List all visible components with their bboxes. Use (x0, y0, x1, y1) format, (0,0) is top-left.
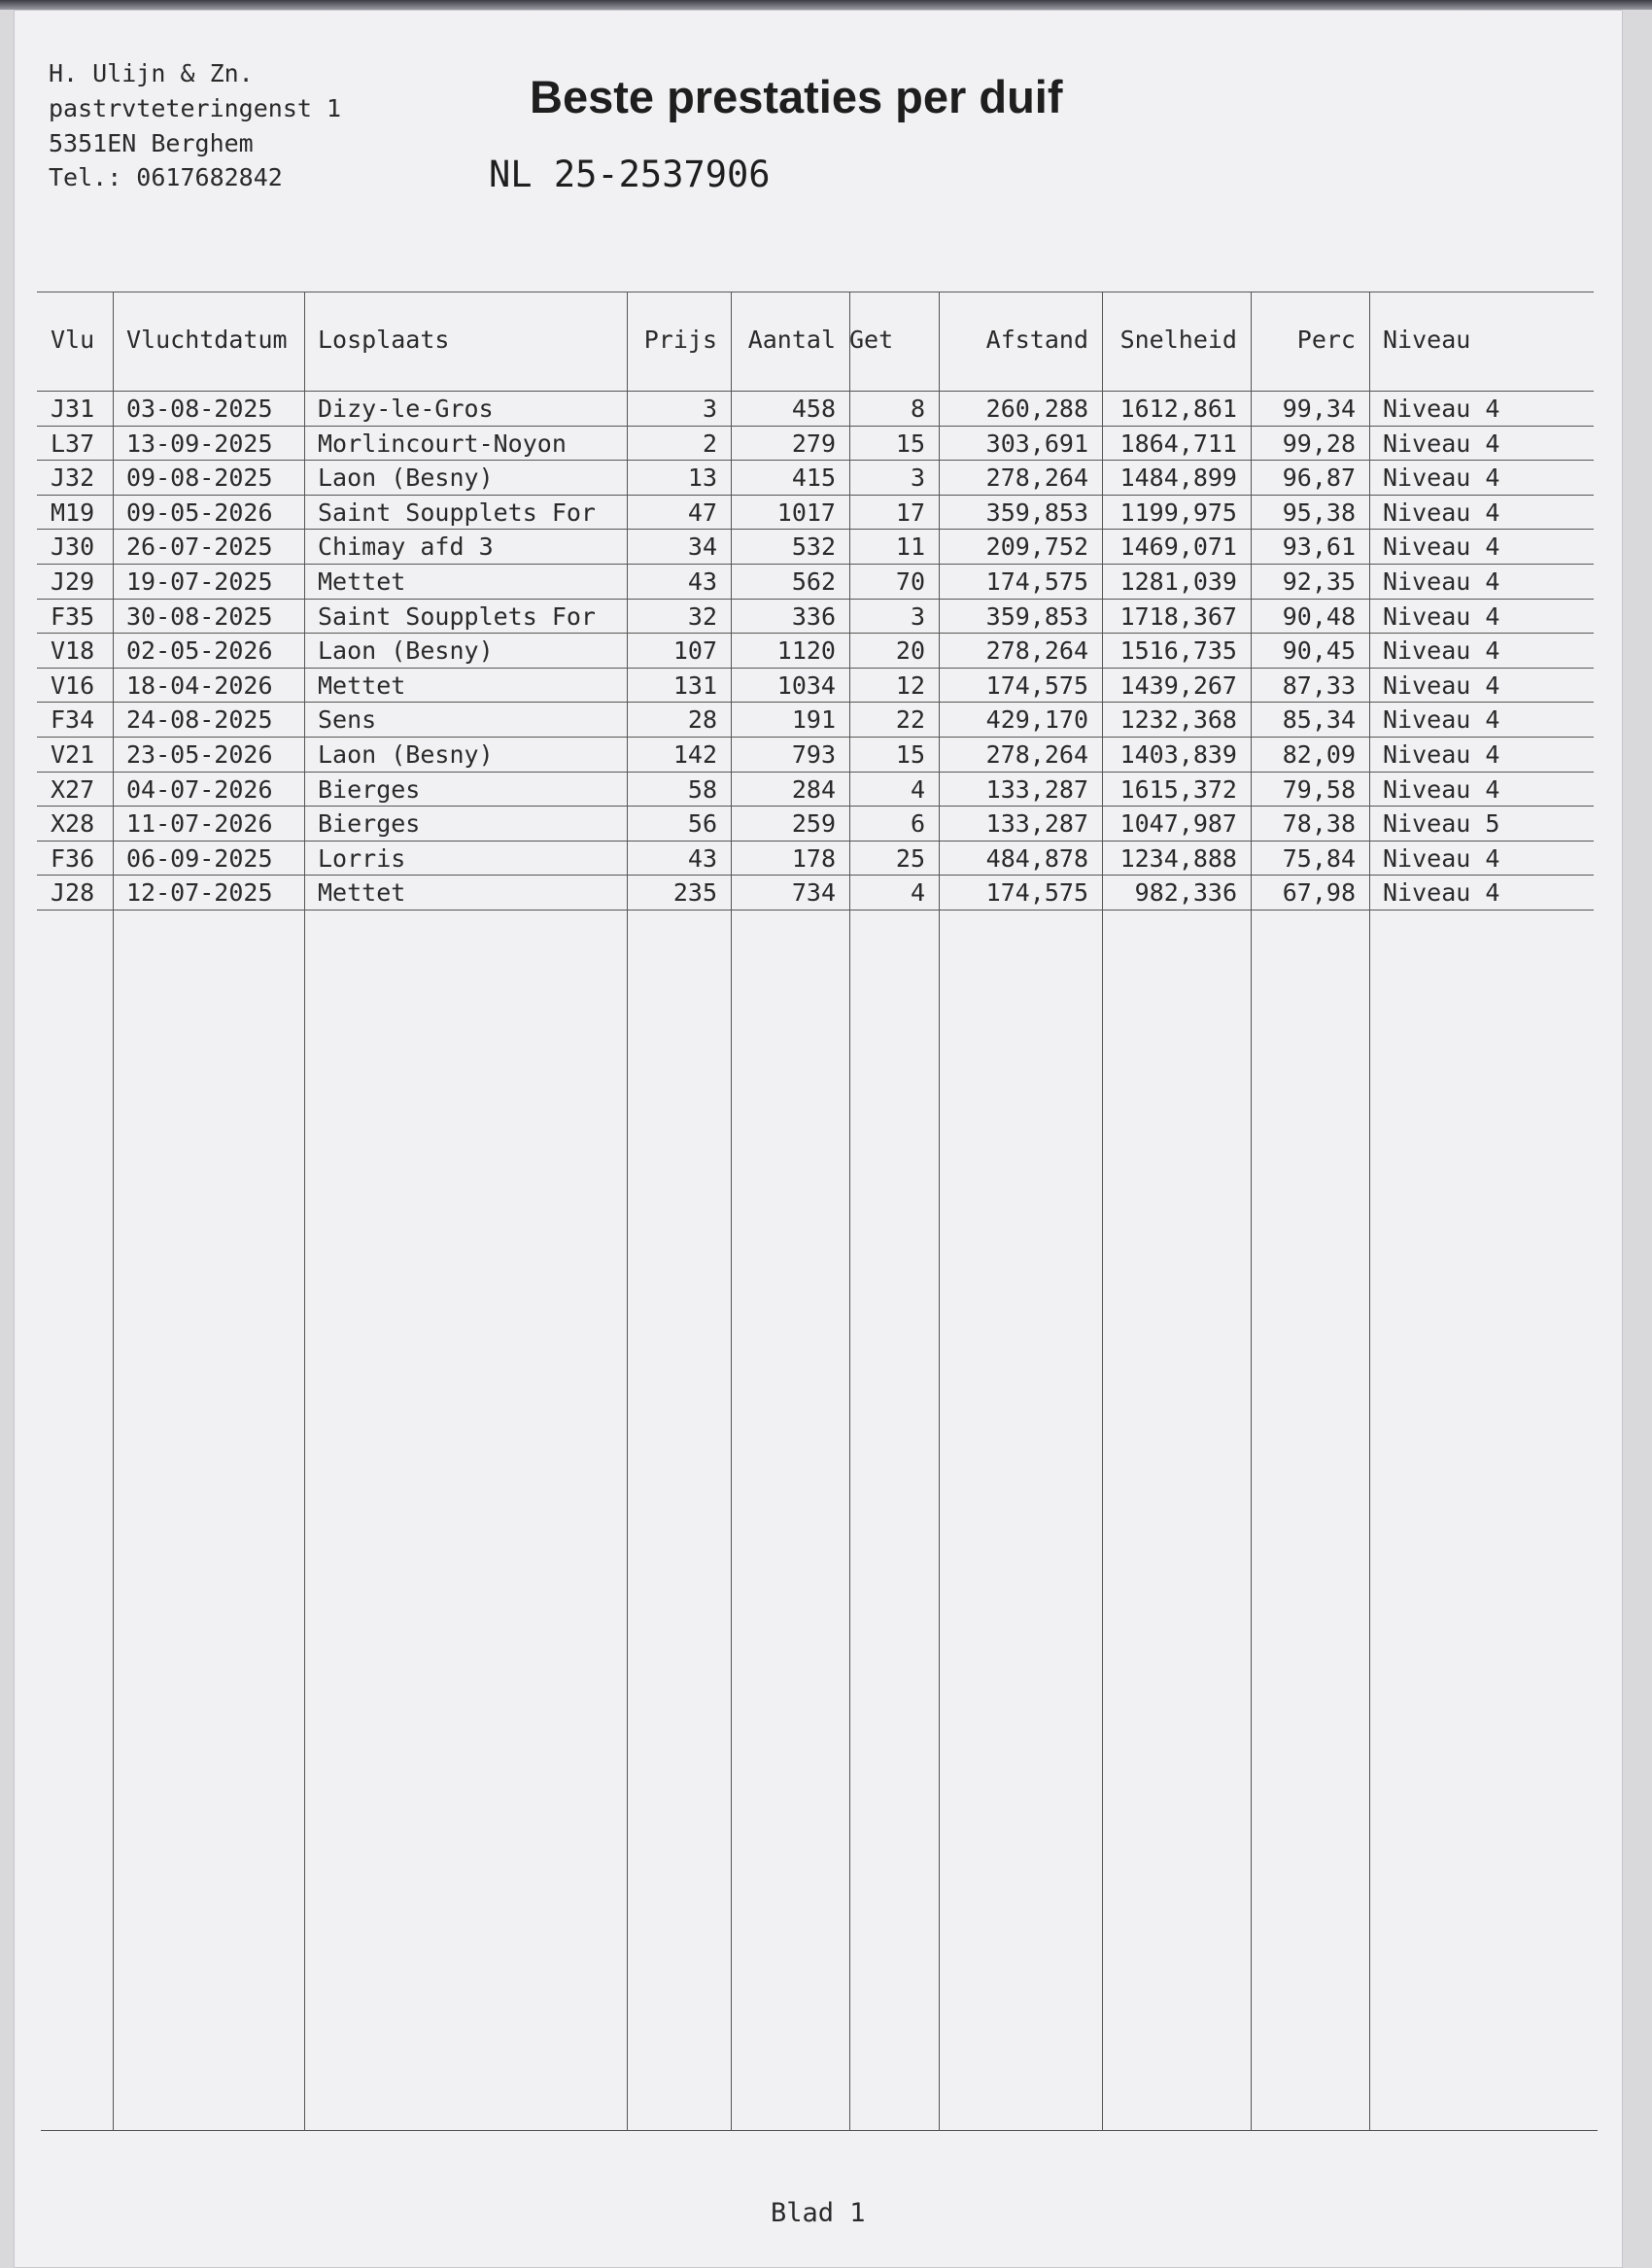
cell-prize: 34 (687, 533, 717, 562)
cell-flight-code: J32 (51, 464, 95, 493)
column-header-release-site: Losplaats (318, 326, 450, 354)
cell-basketed: 20 (895, 636, 925, 666)
cell-level: Niveau 4 (1383, 636, 1500, 666)
cell-flight-code: J30 (51, 533, 95, 562)
table-bottom-rule (41, 2130, 1598, 2131)
cell-speed: 1403,839 (1119, 740, 1237, 769)
cell-flight-date: 06-09-2025 (126, 843, 273, 873)
cell-level: Niveau 4 (1383, 843, 1500, 873)
cell-prize: 32 (687, 601, 717, 631)
cell-distance: 174,575 (985, 567, 1088, 596)
cell-speed: 982,336 (1134, 878, 1237, 908)
cell-flight-date: 02-05-2026 (126, 636, 273, 666)
cell-basketed: 6 (910, 809, 925, 839)
cell-distance: 133,287 (985, 809, 1088, 839)
cell-basketed: 4 (910, 774, 925, 804)
cell-basketed: 15 (895, 740, 925, 769)
cell-basketed: 3 (910, 601, 925, 631)
cell-prize: 43 (687, 843, 717, 873)
cell-speed: 1232,368 (1119, 705, 1237, 735)
cell-flight-date: 04-07-2026 (126, 774, 273, 804)
page-title: Beste prestaties per duif (530, 71, 1063, 122)
cell-speed: 1864,711 (1119, 429, 1237, 458)
cell-release-site: Bierges (318, 809, 421, 839)
cell-bird-count: 279 (791, 429, 836, 458)
sender-city: 5351EN Berghem (49, 129, 254, 157)
cell-flight-code: F34 (51, 705, 95, 735)
cell-release-site: Saint Soupplets For (318, 498, 596, 527)
cell-basketed: 4 (910, 878, 925, 908)
cell-prize: 56 (687, 809, 717, 839)
column-header-flight-date: Vluchtdatum (126, 326, 288, 354)
cell-distance: 359,853 (985, 498, 1088, 527)
cell-speed: 1612,861 (1119, 395, 1237, 423)
cell-percentage: 93,61 (1282, 533, 1356, 562)
cell-prize: 3 (702, 395, 717, 423)
cell-percentage: 82,09 (1282, 740, 1356, 769)
cell-level: Niveau 4 (1383, 670, 1500, 700)
cell-basketed: 25 (895, 843, 925, 873)
cell-prize: 235 (672, 878, 717, 908)
cell-distance: 303,691 (985, 429, 1088, 458)
cell-percentage: 90,48 (1282, 601, 1356, 631)
cell-release-site: Saint Soupplets For (318, 601, 596, 631)
cell-distance: 133,287 (985, 774, 1088, 804)
cell-release-site: Mettet (318, 878, 406, 908)
cell-prize: 28 (687, 705, 717, 735)
cell-distance: 429,170 (985, 705, 1088, 735)
cell-distance: 278,264 (985, 740, 1088, 769)
cell-speed: 1281,039 (1119, 567, 1237, 596)
cell-flight-date: 09-05-2026 (126, 498, 273, 527)
cell-basketed: 3 (910, 464, 925, 493)
cell-release-site: Bierges (318, 774, 421, 804)
cell-speed: 1469,071 (1119, 533, 1237, 562)
cell-prize: 142 (672, 740, 717, 769)
sender-street: pastrvteteringenst 1 (49, 94, 342, 122)
cell-bird-count: 415 (791, 464, 836, 493)
cell-flight-date: 19-07-2025 (126, 567, 273, 596)
cell-prize: 2 (702, 429, 717, 458)
cell-flight-code: V21 (51, 740, 95, 769)
cell-prize: 107 (672, 636, 717, 666)
cell-release-site: Mettet (318, 670, 406, 700)
cell-level: Niveau 4 (1383, 395, 1500, 423)
cell-level: Niveau 5 (1383, 809, 1500, 839)
cell-release-site: Dizy-le-Gros (318, 395, 494, 423)
cell-bird-count: 562 (791, 567, 836, 596)
cell-level: Niveau 4 (1383, 740, 1500, 769)
cell-distance: 278,264 (985, 464, 1088, 493)
cell-basketed: 12 (895, 670, 925, 700)
cell-percentage: 90,45 (1282, 636, 1356, 666)
cell-flight-code: L37 (51, 429, 95, 458)
cell-flight-code: F36 (51, 843, 95, 873)
cell-percentage: 95,38 (1282, 498, 1356, 527)
cell-level: Niveau 4 (1383, 878, 1500, 908)
cell-release-site: Lorris (318, 843, 406, 873)
cell-bird-count: 191 (791, 705, 836, 735)
cell-distance: 209,752 (985, 533, 1088, 562)
scan-top-edge (0, 0, 1652, 10)
cell-bird-count: 458 (791, 395, 836, 423)
cell-level: Niveau 4 (1383, 533, 1500, 562)
cell-flight-code: M19 (51, 498, 95, 527)
cell-percentage: 99,28 (1282, 429, 1356, 458)
cell-release-site: Morlincourt-Noyon (318, 429, 567, 458)
cell-flight-date: 30-08-2025 (126, 601, 273, 631)
cell-speed: 1439,267 (1119, 670, 1237, 700)
cell-release-site: Laon (Besny) (318, 464, 494, 493)
cell-level: Niveau 4 (1383, 464, 1500, 493)
cell-release-site: Laon (Besny) (318, 636, 494, 666)
cell-percentage: 85,34 (1282, 705, 1356, 735)
cell-basketed: 15 (895, 429, 925, 458)
cell-percentage: 99,34 (1282, 395, 1356, 423)
cell-level: Niveau 4 (1383, 705, 1500, 735)
cell-basketed: 70 (895, 567, 925, 596)
cell-prize: 131 (672, 670, 717, 700)
cell-distance: 260,288 (985, 395, 1088, 423)
cell-flight-code: V16 (51, 670, 95, 700)
cell-distance: 359,853 (985, 601, 1088, 631)
cell-distance: 484,878 (985, 843, 1088, 873)
cell-flight-date: 09-08-2025 (126, 464, 273, 493)
cell-percentage: 87,33 (1282, 670, 1356, 700)
column-divider (1369, 292, 1370, 2130)
cell-flight-date: 26-07-2025 (126, 533, 273, 562)
cell-basketed: 17 (895, 498, 925, 527)
cell-percentage: 67,98 (1282, 878, 1356, 908)
cell-flight-date: 11-07-2026 (126, 809, 273, 839)
cell-flight-code: X28 (51, 809, 95, 839)
column-header-bird-count: Aantal (747, 326, 836, 354)
cell-bird-count: 178 (791, 843, 836, 873)
cell-level: Niveau 4 (1383, 567, 1500, 596)
cell-prize: 47 (687, 498, 717, 527)
cell-flight-date: 23-05-2026 (126, 740, 273, 769)
cell-prize: 43 (687, 567, 717, 596)
cell-release-site: Laon (Besny) (318, 740, 494, 769)
sender-name: H. Ulijn & Zn. (49, 59, 254, 87)
column-header-speed: Snelheid (1119, 326, 1237, 354)
sender-phone: Tel.: 0617682842 (49, 163, 283, 191)
cell-basketed: 8 (910, 395, 925, 423)
ring-number: NL 25-2537906 (489, 154, 771, 195)
cell-percentage: 79,58 (1282, 774, 1356, 804)
page-number: Blad 1 (771, 2198, 866, 2228)
cell-percentage: 75,84 (1282, 843, 1356, 873)
cell-level: Niveau 4 (1383, 601, 1500, 631)
column-header-basketed: Get (849, 326, 894, 354)
cell-bird-count: 284 (791, 774, 836, 804)
cell-prize: 58 (687, 774, 717, 804)
cell-flight-date: 24-08-2025 (126, 705, 273, 735)
cell-flight-code: X27 (51, 774, 95, 804)
cell-distance: 278,264 (985, 636, 1088, 666)
cell-bird-count: 1120 (776, 636, 836, 666)
cell-release-site: Chimay afd 3 (318, 533, 494, 562)
cell-bird-count: 734 (791, 878, 836, 908)
cell-release-site: Mettet (318, 567, 406, 596)
cell-bird-count: 259 (791, 809, 836, 839)
cell-basketed: 22 (895, 705, 925, 735)
cell-level: Niveau 4 (1383, 498, 1500, 527)
column-divider (113, 292, 114, 2130)
cell-flight-code: V18 (51, 636, 95, 666)
cell-speed: 1718,367 (1119, 601, 1237, 631)
cell-bird-count: 793 (791, 740, 836, 769)
column-header-distance: Afstand (985, 326, 1088, 354)
cell-distance: 174,575 (985, 878, 1088, 908)
cell-bird-count: 532 (791, 533, 836, 562)
column-header-prize: Prijs (643, 326, 717, 354)
cell-speed: 1484,899 (1119, 464, 1237, 493)
table-header-rule (37, 391, 1594, 392)
cell-flight-code: J29 (51, 567, 95, 596)
cell-speed: 1234,888 (1119, 843, 1237, 873)
cell-speed: 1047,987 (1119, 809, 1237, 839)
cell-speed: 1516,735 (1119, 636, 1237, 666)
cell-flight-code: J28 (51, 878, 95, 908)
cell-bird-count: 1034 (776, 670, 836, 700)
cell-flight-code: J31 (51, 395, 95, 423)
column-divider (304, 292, 305, 2130)
cell-release-site: Sens (318, 705, 377, 735)
column-header-level: Niveau (1383, 326, 1471, 354)
cell-bird-count: 1017 (776, 498, 836, 527)
cell-percentage: 92,35 (1282, 567, 1356, 596)
cell-flight-date: 13-09-2025 (126, 429, 273, 458)
cell-level: Niveau 4 (1383, 429, 1500, 458)
cell-percentage: 78,38 (1282, 809, 1356, 839)
cell-distance: 174,575 (985, 670, 1088, 700)
cell-level: Niveau 4 (1383, 774, 1500, 804)
cell-flight-date: 03-08-2025 (126, 395, 273, 423)
cell-bird-count: 336 (791, 601, 836, 631)
cell-prize: 13 (687, 464, 717, 493)
column-header-flight-code: Vlu (51, 326, 95, 354)
cell-speed: 1199,975 (1119, 498, 1237, 527)
cell-basketed: 11 (895, 533, 925, 562)
column-header-percentage: Perc (1296, 326, 1356, 354)
cell-flight-code: F35 (51, 601, 95, 631)
cell-flight-date: 18-04-2026 (126, 670, 273, 700)
cell-flight-date: 12-07-2025 (126, 878, 273, 908)
cell-percentage: 96,87 (1282, 464, 1356, 493)
cell-speed: 1615,372 (1119, 774, 1237, 804)
